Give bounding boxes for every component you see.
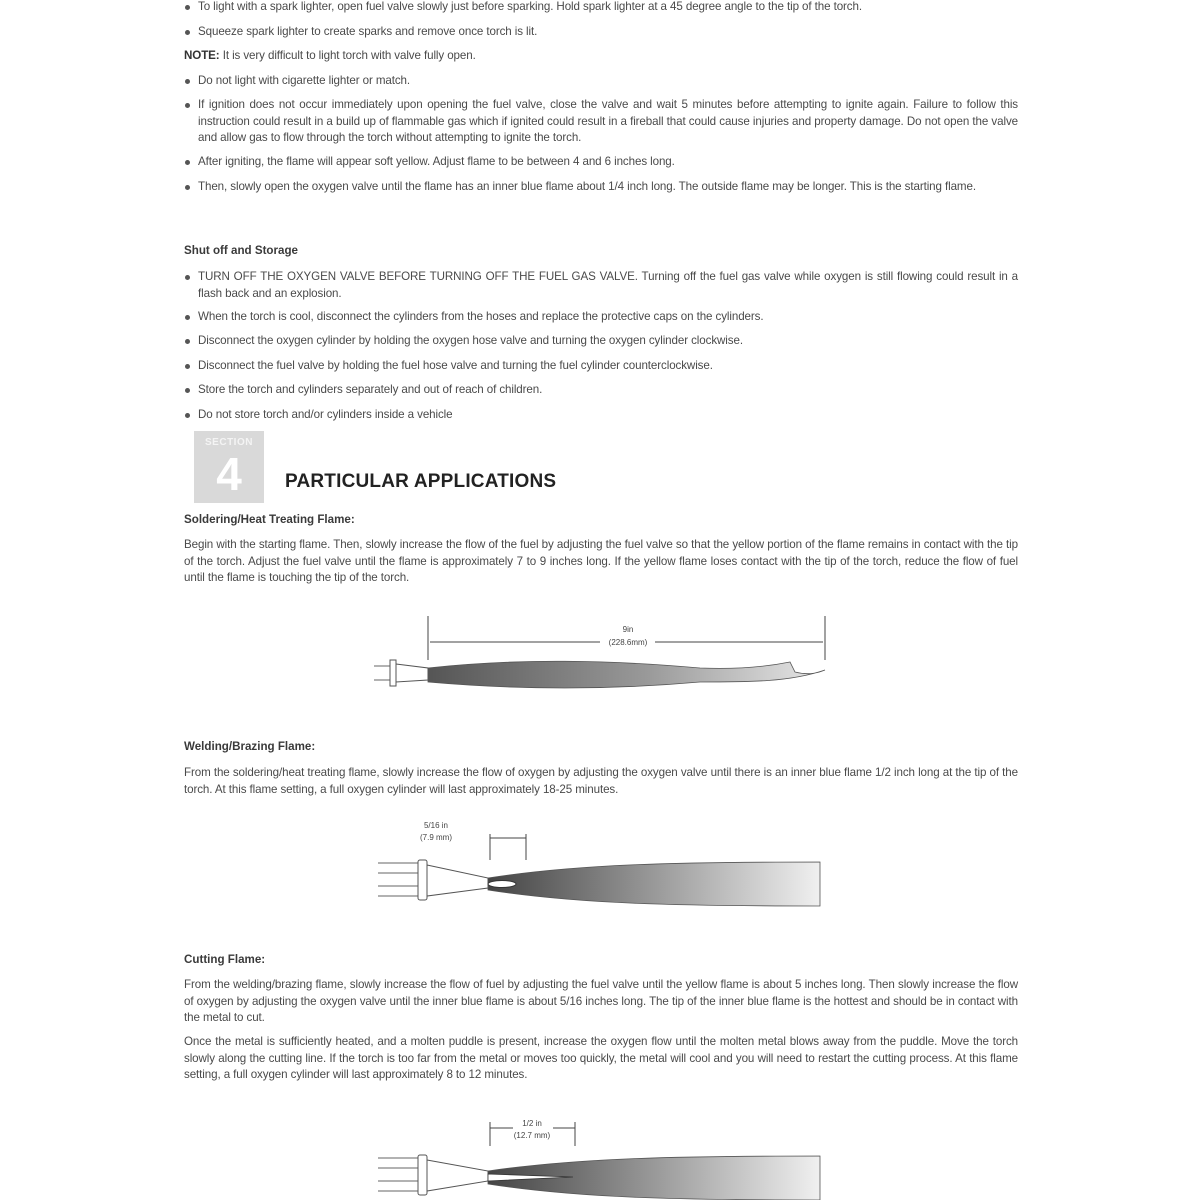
dimension-label-in: 9in bbox=[622, 625, 634, 634]
list-item: Store the torch and cylinders separately and out of reach of children. bbox=[184, 382, 1018, 399]
list-item: Disconnect the oxygen cylinder by holding the oxygen hose valve and turning the oxygen cylinder clockwise. bbox=[184, 333, 1018, 350]
list-item: Do not light with cigarette lighter or match. bbox=[184, 73, 1018, 90]
bullet-icon bbox=[185, 388, 190, 393]
dimension-label-mm: (7.9 mm) bbox=[420, 833, 452, 842]
list-item: When the torch is cool, disconnect the cylinders from the hoses and replace the protective caps on the cylinders. bbox=[184, 309, 1018, 326]
list-item: Then, slowly open the oxygen valve until the flame has an inner blue flame about 1/4 inch long. The outside flame may be longer. This is the starting flame. bbox=[184, 179, 1018, 196]
bullet-icon bbox=[185, 185, 190, 190]
bullet-icon bbox=[185, 413, 190, 418]
section-badge-label: SECTION bbox=[205, 437, 253, 448]
subsection-heading: Soldering/Heat Treating Flame: bbox=[184, 513, 355, 526]
paragraph: From the soldering/heat treating flame, slowly increase the flow of oxygen by adjusting the oxygen valve until there is an inner blue flame 1/2 inch long at the tip of the torch. At this flame setting, a full oxygen cylinder will last approximately 18-25 minutes. bbox=[184, 766, 1018, 796]
bullet-icon bbox=[185, 5, 190, 10]
list-item: Squeeze spark lighter to create sparks and remove once torch is lit. bbox=[184, 24, 1018, 41]
subsection-heading: Welding/Brazing Flame: bbox=[184, 740, 316, 753]
dimension-label-mm: (12.7 mm) bbox=[513, 1131, 551, 1140]
list-item: After igniting, the flame will appear soft yellow. Adjust flame to be between 4 and 6 inches long. bbox=[184, 154, 1018, 171]
note-label: NOTE: bbox=[184, 49, 220, 62]
cutting-flame-diagram bbox=[378, 1118, 828, 1200]
paragraph: Once the metal is sufficiently heated, and a molten puddle is present, increase the oxygen flow until the molten metal blows away from the puddle. Move the torch slowly along the cutting line. If the torch is too far from the metal or moves too quickly, the metal will cool and you will need to restart the cutting process. At this flame setting, a full oxygen cylinder will last approximately 8 to 12 minutes. bbox=[184, 1035, 1018, 1081]
bullet-icon bbox=[185, 79, 190, 84]
bullet-icon bbox=[185, 364, 190, 369]
soldering-flame-diagram bbox=[370, 610, 840, 700]
list-item: To light with a spark lighter, open fuel valve slowly just before sparking. Hold spark lighter at a 45 degree angle to the tip of the torch. bbox=[184, 0, 1018, 16]
section-title: PARTICULAR APPLICATIONS bbox=[285, 471, 557, 492]
bullet-icon bbox=[185, 315, 190, 320]
section-badge-number: 4 bbox=[216, 448, 242, 500]
paragraph: Begin with the starting flame. Then, slowly increase the flow of the fuel by adjusting the fuel valve so that the yellow portion of the flame remains in contact with the tip of the torch. Adjust the fuel valve until the flame is approximately 7 to 9 inches long. If the yellow flame loses contact with the tip of the torch, reduce the flow of fuel until the flame is touching the tip of the torch. bbox=[184, 538, 1018, 584]
dimension-label-in: 1/2 in bbox=[522, 1119, 542, 1128]
list-item: TURN OFF THE OXYGEN VALVE BEFORE TURNING OFF THE FUEL GAS VALVE. Turning off the fuel gas valve while oxygen is still flowing could result in a flash back and an explosion. bbox=[184, 269, 1018, 302]
bullet-icon bbox=[185, 160, 190, 165]
section-badge bbox=[194, 431, 264, 503]
dimension-label-mm: (228.6mm) bbox=[608, 638, 648, 647]
bullet-icon bbox=[185, 30, 190, 35]
subsection-heading: Cutting Flame: bbox=[184, 953, 266, 966]
note bbox=[184, 48, 476, 65]
list-item: If ignition does not occur immediately upon opening the fuel valve, close the valve and wait 5 minutes before attempting to ignite again. Failure to follow this instruction could result in a build up of flammable gas which if ignited could result in a fireball that could cause injuries and property damage. Do not open the valve and allow gas to flow through the torch without attempting to ignite the torch. bbox=[184, 97, 1018, 147]
dimension-label-in: 5/16 in bbox=[423, 821, 449, 830]
bullet-icon bbox=[185, 103, 190, 108]
list-item: Disconnect the fuel valve by holding the fuel hose valve and turning the fuel cylinder counterclockwise. bbox=[184, 358, 1018, 375]
bullet-icon bbox=[185, 339, 190, 344]
note-text: It is very difficult to light torch with valve fully open. bbox=[219, 49, 476, 62]
bullet-icon bbox=[185, 275, 190, 280]
paragraph: From the welding/brazing flame, slowly increase the flow of fuel by adjusting the fuel valve until the yellow flame is about 5 inches long. Then slowly increase the flow of oxygen by adjusting the oxygen valve until the inner blue flame is about 5/16 inches long. The tip of the inner blue flame is the hottest and should be in contact with the metal to cut. bbox=[184, 978, 1018, 1024]
list-item: Do not store torch and/or cylinders inside a vehicle bbox=[184, 407, 1018, 424]
section-heading: Shut off and Storage bbox=[184, 244, 299, 257]
welding-flame-diagram bbox=[378, 818, 828, 918]
